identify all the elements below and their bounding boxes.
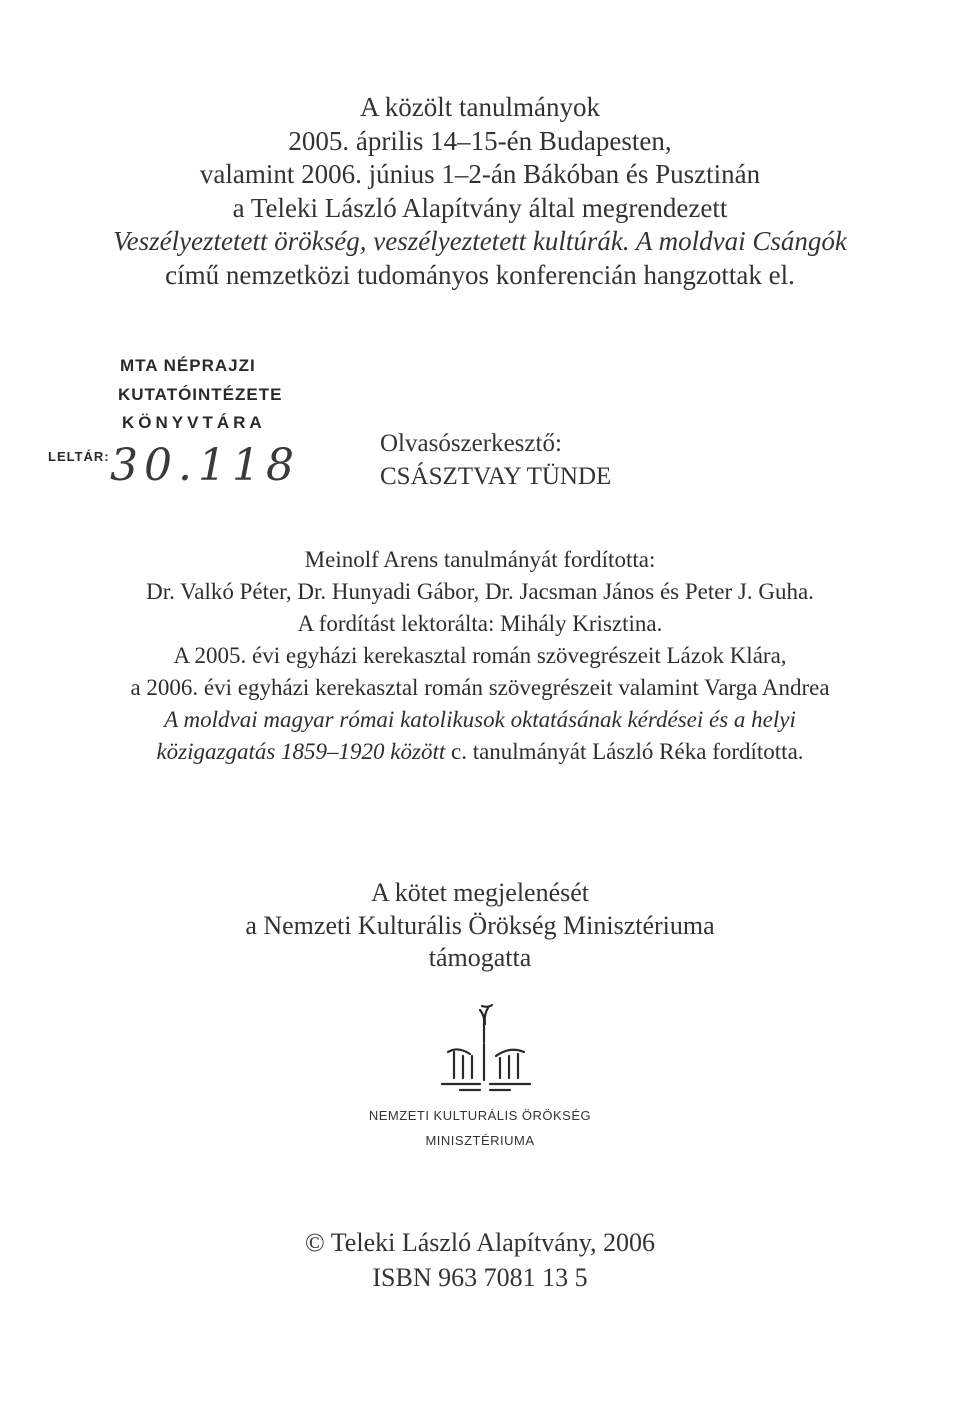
logo-caption-1: NEMZETI KULTURÁLIS ÖRÖKSÉG xyxy=(368,1108,592,1123)
intro-line-2: 2005. április 14–15-én Budapesten, xyxy=(288,126,672,156)
inventory-number: 30.118 xyxy=(110,440,300,491)
conference-title: Veszélyeztetett örökség, veszélyeztetett kultúrák. A moldvai Csángók xyxy=(113,226,847,256)
intro-line-6: című nemzetközi tudományos konferencián hangzottak el. xyxy=(165,260,795,290)
stamp-line-1: MTA NÉPRAJZI xyxy=(120,356,256,375)
translation-line-5: a 2006. évi egyházi kerekasztal román szövegrészeit valamint Varga Andrea xyxy=(130,675,830,700)
study-title: A moldvai magyar római katolikusok oktatásának kérdései és a helyi xyxy=(164,707,796,732)
translation-line-3: A fordítást lektorálta: Mihály Krisztina. xyxy=(297,611,663,636)
translation-line-4: A 2005. évi egyházi kerekasztal román szövegrészeit Lázok Klára, xyxy=(173,643,787,668)
logo-caption-2: MINISZTÉRIUMA xyxy=(425,1133,535,1148)
editor-name: CSÁSZTVAY TÜNDE xyxy=(380,463,612,490)
translation-line-7 xyxy=(0,739,960,765)
stamp-label: LELTÁR: xyxy=(48,449,110,464)
support-line-2: a Nemzeti Kulturális Örökség Minisztériuma xyxy=(245,911,715,940)
intro-line-5 xyxy=(0,226,960,257)
stamp-line-2: KUTATÓINTÉZETE xyxy=(118,385,283,404)
study-title-cont: közigazgatás 1859–1920 között xyxy=(156,739,446,764)
translation-line-6 xyxy=(0,707,960,733)
support-line-3: támogatta xyxy=(428,943,532,972)
editor-label: Olvasószerkesztő: xyxy=(380,430,562,457)
intro-line-3: valamint 2006. június 1–2-án Bákóban és Pusztinán xyxy=(199,159,761,189)
translation-line-1: Meinolf Arens tanulmányát fordította: xyxy=(304,547,656,572)
translation-line-7-rest: c. tanulmányát László Réka fordította. xyxy=(445,739,804,764)
isbn-line: ISBN 963 7081 13 5 xyxy=(372,1263,588,1292)
intro-line-4: a Teleki László Alapítvány által megrendezett xyxy=(232,193,728,223)
ministry-logo-icon xyxy=(430,1000,540,1100)
intro-line-1: A közölt tanulmányok xyxy=(360,92,600,122)
support-line-1: A kötet megjelenését xyxy=(370,878,590,907)
stamp-line-3: KÖNYVTÁRA xyxy=(122,413,266,432)
translation-line-2: Dr. Valkó Péter, Dr. Hunyadi Gábor, Dr. Jacsman János és Peter J. Guha. xyxy=(146,579,814,604)
copyright-line: © Teleki László Alapítvány, 2006 xyxy=(304,1228,656,1257)
